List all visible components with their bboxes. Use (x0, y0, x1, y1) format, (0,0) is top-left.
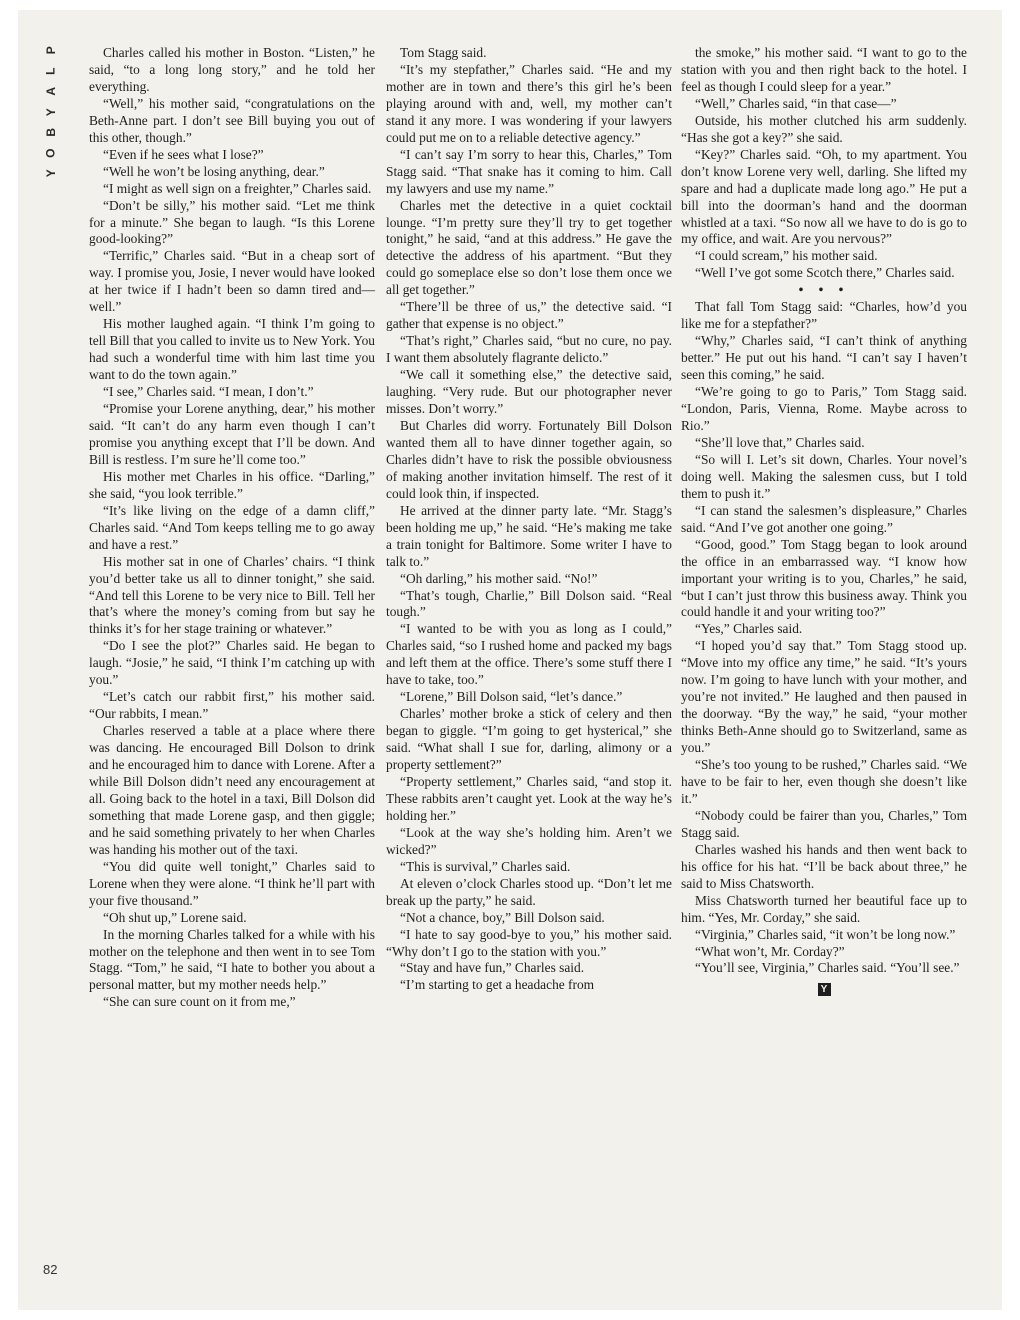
running-head-letter: O (43, 148, 58, 158)
paragraph: “Stay and have fun,” Charles said. (400, 960, 585, 976)
paragraph: “Why,” Charles said, “I can’t think of anything better.” He put out his hand. “I can’t say I haven’t seen this coming,” he said. (681, 333, 967, 383)
paragraph: “Let’s catch our rabbit first,” his mother said. “Our rabbits, I mean.” (89, 689, 375, 722)
paragraph: “Oh darling,” his mother said. “No!” (400, 570, 598, 586)
paragraph: Outside, his mother clutched his arm suddenly. “Has she got a key?” she said. (681, 112, 967, 145)
paragraph: He arrived at the dinner party late. “Mr. Stagg’s been holding me up,” he said. “He’s making me take a train tonight for Baltimore. Some writer I have to talk to.” (386, 502, 672, 569)
paragraph: “That’s tough, Charlie,” Bill Dolson said. “Real tough.” (386, 587, 672, 620)
paragraph: “Nobody could be fairer than you, Charles,” Tom Stagg said. (681, 807, 967, 840)
paragraph: “She can sure count on it from me,” (103, 994, 296, 1010)
paragraph: “I can’t say I’m sorry to hear this, Charles,” Tom Stagg said. “That snake has it coming to him. Call my lawyers and use my name.” (386, 146, 672, 196)
paragraph: “What won’t, Mr. Corday?” (695, 943, 845, 959)
paragraph: His mother laughed again. “I think I’m going to tell Bill that you called to invite us to New York. You had such a wonderful time with him last time you want to do the town again.” (89, 316, 375, 383)
paragraph: Charles met the detective in a quiet cocktail lounge. “I’m pretty sure they’ll try to get together tonight,” he said, “and at this address.” He gave the detective the address of his apartment. “But they could go someplace else so don’t lose them once we all get together.” (386, 197, 672, 298)
paragraph: But Charles did worry. Fortunately Bill Dolson wanted them all to have dinner together again, so Charles didn’t have to risk the possible obviousness of making another invitation himself. The rest of it could look thin, if inspected. (386, 417, 672, 501)
paragraph: “I hoped you’d say that.” Tom Stagg stood up. “Move into my office any time,” he said. “It’s yours now. I’m going to have lunch with your mother, and you’re not invited.” He laughed and then paused in the doorway. “By the way,” he said, “your mother thinks Beth-Anne should go to Switzerland, same as you.” (681, 638, 967, 756)
magazine-page (18, 10, 1002, 1310)
page-number: 82 (43, 1262, 58, 1277)
paragraph: “It’s my stepfather,” Charles said. “He and my mother are in town and there’s this girl he’s been playing around with and, well, my mother can’t stand it any more. I was wondering if your lawyers could put me on to a reliable detective agency.” (386, 61, 672, 145)
paragraph: His mother sat in one of Charles’ chairs. “I think you’d better take us all to dinner tonight,” she said. “And tell this Lorene to be very nice to Bill. Tell her that’s where the money’s coming from but say he thinks it’s for her stage training or whatever.” (89, 553, 375, 637)
paragraph: “Don’t be silly,” his mother said. “Let me think for a minute.” She began to laugh. “Is this Lorene good-looking?” (89, 197, 375, 247)
end-mark-icon: Y (818, 983, 831, 996)
paragraph: “Virginia,” Charles said, “it won’t be long now.” (695, 926, 956, 942)
running-head-letter: Y (43, 169, 58, 178)
paragraph: “Do I see the plot?” Charles said. He began to laugh. “Josie,” he said, “I think I’m catching up with you.” (89, 638, 375, 688)
paragraph: “I might as well sign on a freighter,” Charles said. (103, 180, 372, 196)
paragraph: “Well he won’t be losing anything, dear.” (103, 163, 325, 179)
paragraph: Miss Chatsworth turned her beautiful face up to him. “Yes, Mr. Corday,” she said. (681, 892, 967, 925)
running-head-letter: Y (43, 107, 58, 116)
paragraph: “You did quite well tonight,” Charles said to Lorene when they were alone. “I think he’ll part with your five thousand.” (89, 858, 375, 908)
paragraph: Charles’ mother broke a stick of celery and then began to giggle. “I’m going to get hysterical,” she said. “What shall I sue for, darling, alimony or a property settlement?” (386, 706, 672, 773)
paragraph: “We call it something else,” the detective said, laughing. “Very rude. But our photographer never misses. Don’t worry.” (386, 367, 672, 417)
paragraph: “I hate to say good-bye to you,” his mother said. “Why don’t I go to the station with you.” (386, 926, 672, 959)
paragraph: “So will I. Let’s sit down, Charles. Your novel’s doing well. Making the salesmen cuss, but I told them to push it.” (681, 451, 967, 501)
paragraph: In the morning Charles talked for a while with his mother on the telephone and then went in to see Tom Stagg. “Tom,” he said, “I hate to bother you about a personal matter, but my mother needs help.” (89, 926, 375, 993)
paragraph: Charles reserved a table at a place where there was dancing. He encouraged Bill Dolson to drink and he encouraged him to dance with Lorene. After a while Bill Dolson didn’t need any encouragement at all. Going back to the hotel in a taxi, Bill Dolson did something that made Lorene gasp, and then giggle; and he said something privately to her when Charles was handing his mother out of the taxi. (89, 723, 375, 857)
paragraph: “You’ll see, Virginia,” Charles said. “You’ll see.” (695, 960, 960, 976)
paragraph: “Terrific,” Charles said. “But in a cheap sort of way. I promise you, Josie, I never would have looked at her twice if I hadn’t been so damn tired and—well.” (89, 248, 375, 315)
paragraph: “Well I’ve got some Scotch there,” Charles said. (695, 265, 955, 281)
paragraph: “Good, good.” Tom Stagg began to look around the office in an embarrassed way. “I know how important your writing is to you, Charles,” he said, “but I can’t just throw this business away. Think you could handle it and your writing too?” (681, 536, 967, 620)
paragraph: “Look at the way she’s holding him. Aren’t we wicked?” (386, 824, 672, 857)
paragraph: “It’s like living on the edge of a damn cliff,” Charles said. “And Tom keeps telling me to go away and have a rest.” (89, 502, 375, 552)
paragraph: At eleven o’clock Charles stood up. “Don’t let me break up the party,” he said. (386, 875, 672, 908)
paragraph: “I can stand the salesmen’s displeasure,” Charles said. “And I’ve got another one going.” (681, 502, 967, 535)
paragraph: “Not a chance, boy,” Bill Dolson said. (400, 909, 605, 925)
paragraph: “Yes,” Charles said. (695, 621, 803, 637)
paragraph: Charles washed his hands and then went back to his office for his hat. “I’ll be back about three,” he said to Miss Chatsworth. (681, 841, 967, 891)
paragraph: the smoke,” his mother said. “I want to go to the station with you and then right back to the hotel. I feel as though I could sleep for a year.” (681, 45, 967, 94)
paragraph: “Well,” his mother said, “congratulations on the Beth-Anne part. I don’t see Bill buying you out of this other, though.” (89, 95, 375, 145)
running-head-letter: P (43, 46, 58, 55)
running-head-letter: L (43, 67, 58, 75)
paragraph: “I wanted to be with you as long as I could,” Charles said, “so I rushed home and packed my bags and left them at the office. There’s some stuff there I have to take, too.” (386, 621, 672, 688)
paragraph: “We’re going to go to Paris,” Tom Stagg said. “London, Paris, Vienna, Rome. Maybe across to Rio.” (681, 384, 967, 433)
paragraph: “Even if he sees what I lose?” (103, 146, 264, 162)
running-head-playboy (44, 40, 58, 184)
paragraph: “I could scream,” his mother said. (695, 248, 878, 264)
paragraph: “Promise your Lorene anything, dear,” his mother said. “It can’t do any harm even though I can’t promise you anything except that I’ll be down. And Bill is restless. I’m sure he’ll come too.” (89, 401, 375, 467)
text-column-1 (89, 45, 375, 1011)
paragraph: “This is survival,” Charles said. (400, 858, 571, 874)
section-divider: • • • (798, 282, 850, 298)
running-head-letter: B (43, 127, 58, 137)
paragraph: “That’s right,” Charles said, “but no cure, no pay. I want them absolutely flagrante delicto.” (386, 333, 672, 366)
running-head-letter: A (43, 86, 58, 96)
paragraph: “I’m starting to get a headache from (400, 977, 595, 993)
paragraph: “She’ll love that,” Charles said. (695, 434, 865, 450)
paragraph: “Key?” Charles said. “Oh, to my apartment. You don’t know Lorene very well, darling. She lifted my spare and had a duplicate made long ago.” He put a bill into the doorman’s hand and the doorman whistled at a taxi. “So now all we have to do is go to my office, and wait. Are you nervous?” (681, 146, 967, 247)
paragraph: “There’ll be three of us,” the detective said. “I gather that expense is no object.” (386, 299, 672, 332)
paragraph: Charles called his mother in Boston. “Listen,” he said, “to a long long story,” and he told her everything. (89, 45, 375, 94)
paragraph: His mother met Charles in his office. “Darling,” she said, “you look terrible.” (89, 468, 375, 501)
paragraph: Tom Stagg said. (400, 45, 487, 60)
paragraph: “Oh shut up,” Lorene said. (103, 909, 247, 925)
paragraph: “Lorene,” Bill Dolson said, “let’s dance.” (400, 689, 623, 705)
paragraph: That fall Tom Stagg said: “Charles, how’d you like me for a stepfather?” (681, 299, 967, 332)
text-column-3 (681, 45, 967, 996)
paragraph: “I see,” Charles said. “I mean, I don’t.” (103, 384, 314, 400)
paragraph: “Well,” Charles said, “in that case—” (695, 95, 897, 111)
text-column-2 (386, 45, 672, 994)
paragraph: “She’s too young to be rushed,” Charles said. “We have to be fair to her, even though she doesn’t like it.” (681, 757, 967, 806)
paragraph: “Property settlement,” Charles said, “and stop it. These rabbits aren’t caught yet. Look at the way he’s holding her.” (386, 773, 672, 823)
